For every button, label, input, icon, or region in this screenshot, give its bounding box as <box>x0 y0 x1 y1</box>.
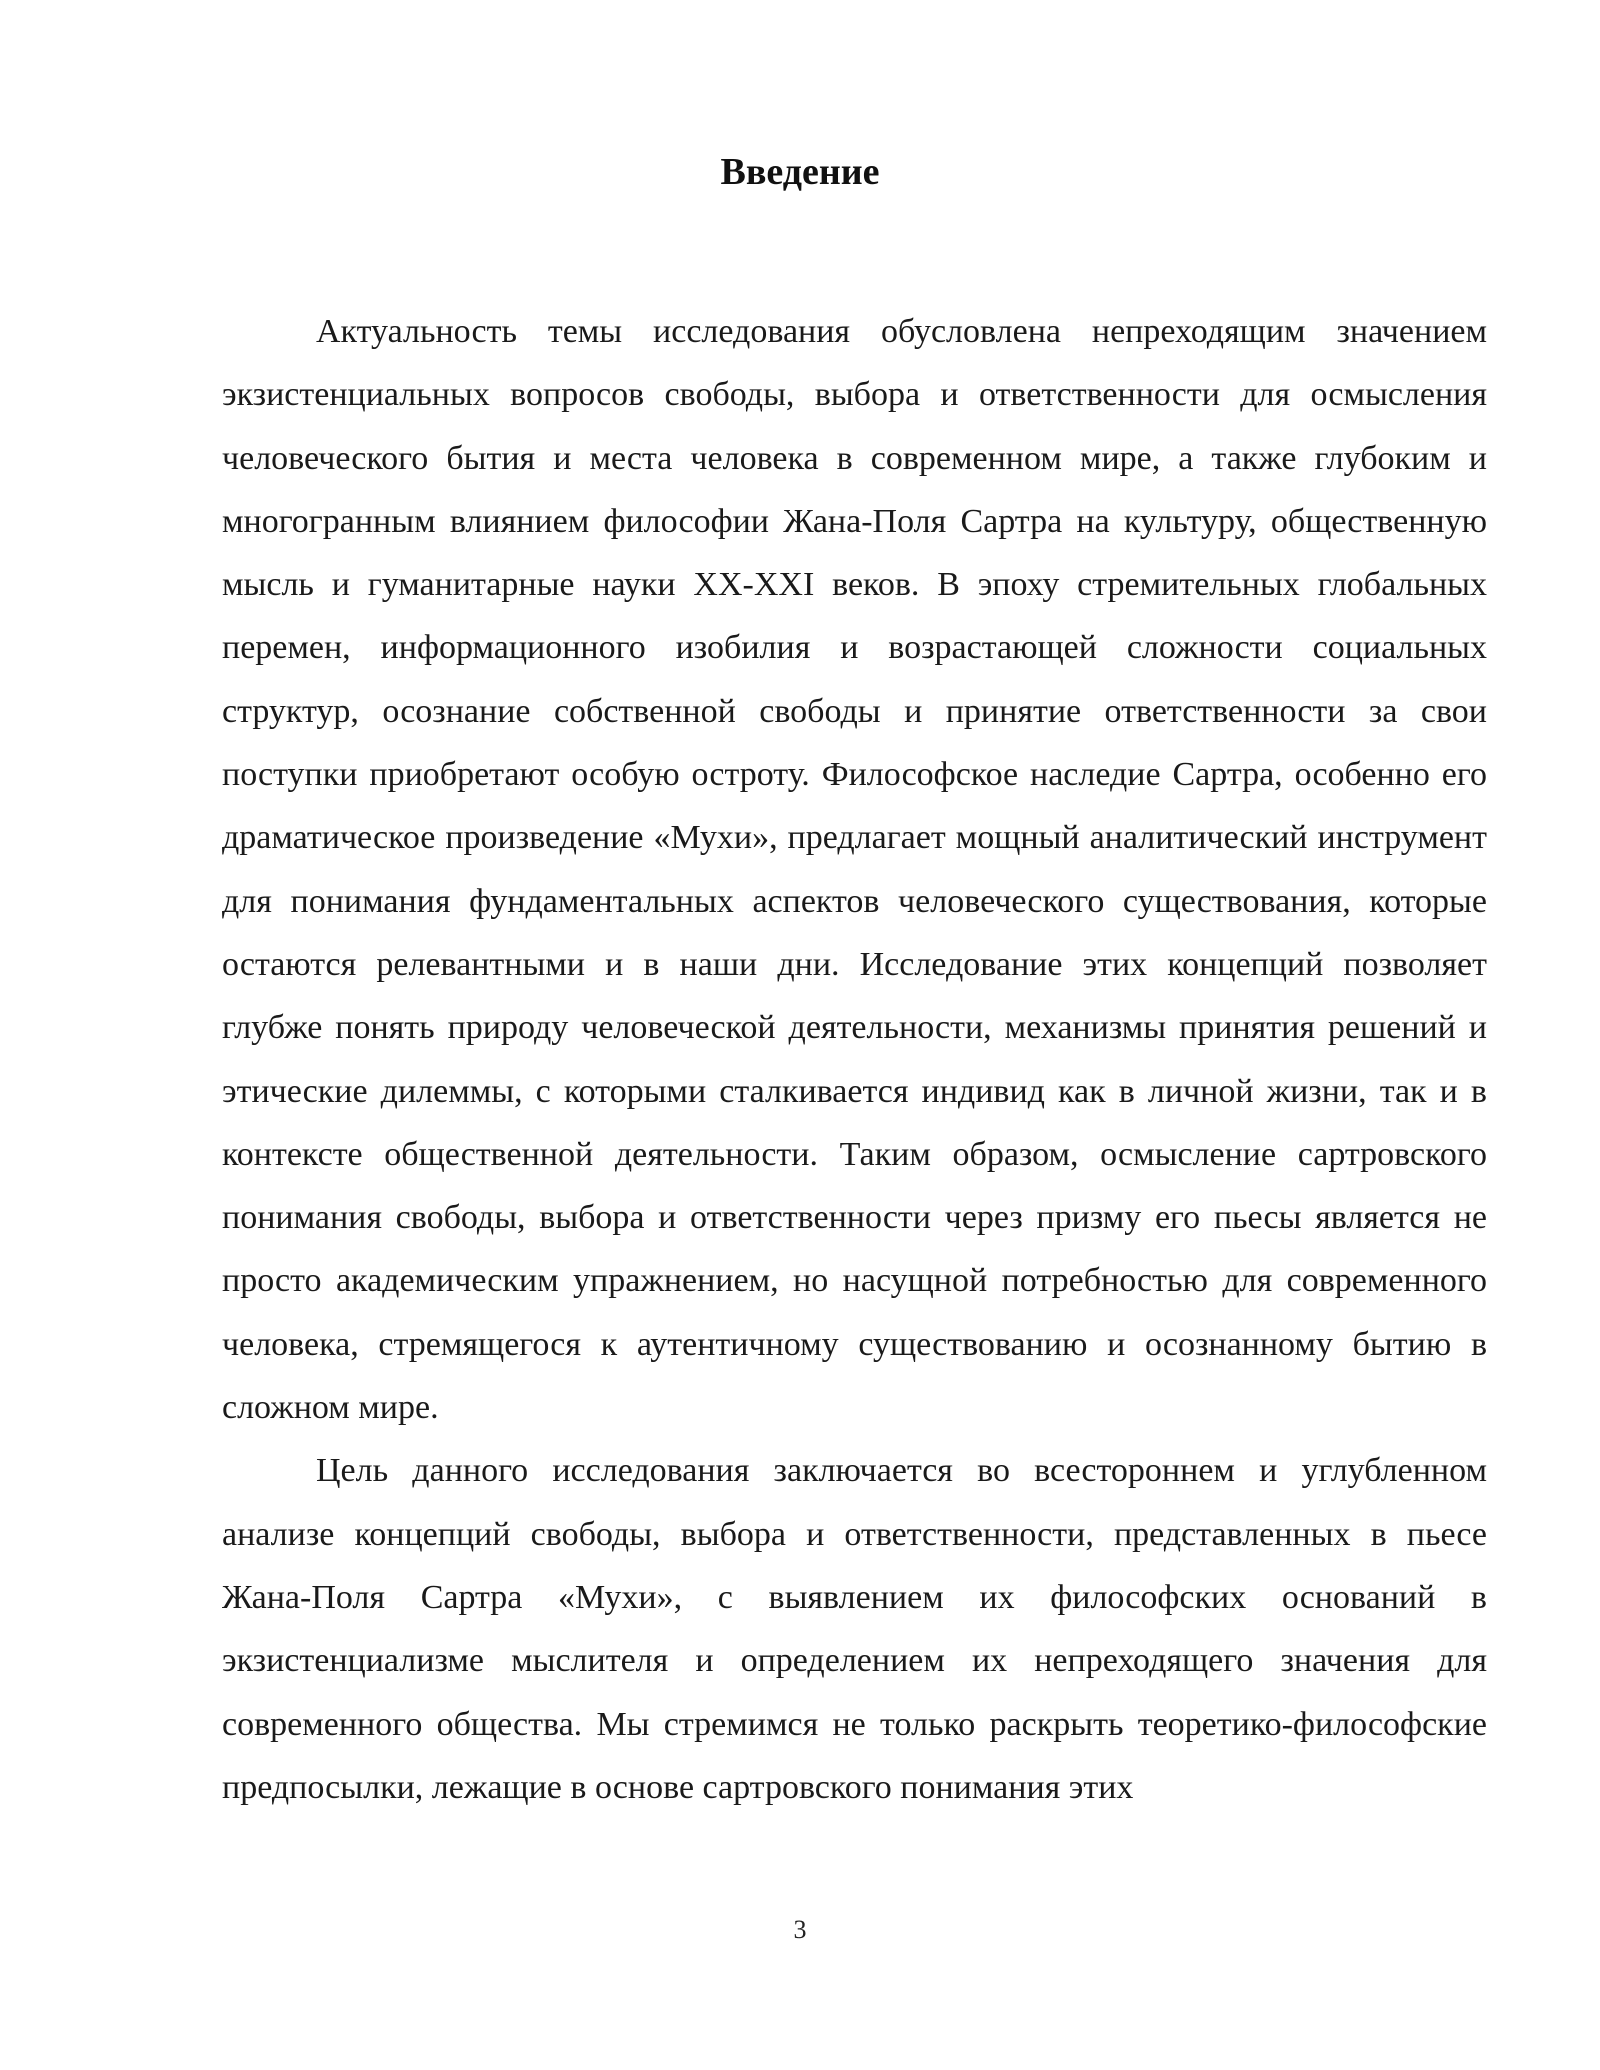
page-title: Введение <box>720 151 880 193</box>
document-body <box>222 300 1487 1819</box>
paragraph-goal: Цель данного исследования заключается во всестороннем и углубленном анализе концепций свободы, выбора и ответственности, представленных в пьесе Жана-Поля Сартра «Мухи», с выявлением их философских оснований в экзистенциализме мыслителя и определением их непреходящего значения для современного общества. Мы стремимся не только раскрыть теоретико-философские предпосылки, лежащие в основе сартровского понимания этих <box>222 1452 1487 1806</box>
paragraph-relevance: Актуальность темы исследования обусловлена непреходящим значением экзистенциальных вопросов свободы, выбора и ответственности для осмысления человеческого бытия и места человека в современном мире, а также глубоким и многогранным влиянием философии Жана-Поля Сартра на культуру, общественную мысль и гуманитарные науки XX-XXI веков. В эпоху стремительных глобальных перемен, информационного изобилия и возрастающей сложности социальных структур, осознание собственной свободы и принятие ответственности за свои поступки приобретают особую остроту. Философское наследие Сартра, особенно его драматическое произведение «Мухи», предлагает мощный аналитический инструмент для понимания фундаментальных аспектов человеческого существования, которые остаются релевантными и в наши дни. Исследование этих концепций позволяет глубже понять природу человеческой деятельности, механизмы принятия решений и этические дилеммы, с которыми сталкивается индивид как в личной жизни, так и в контексте общественной деятельности. Таким образом, осмысление сартровского понимания свободы, выбора и ответственности через призму его пьесы является не просто академическим упражнением, но насущной потребностью для современного человека, стремящегося к аутентичному существованию и осознанному бытию в сложном мире. <box>222 313 1487 1427</box>
page-number: 3 <box>793 1915 807 1944</box>
